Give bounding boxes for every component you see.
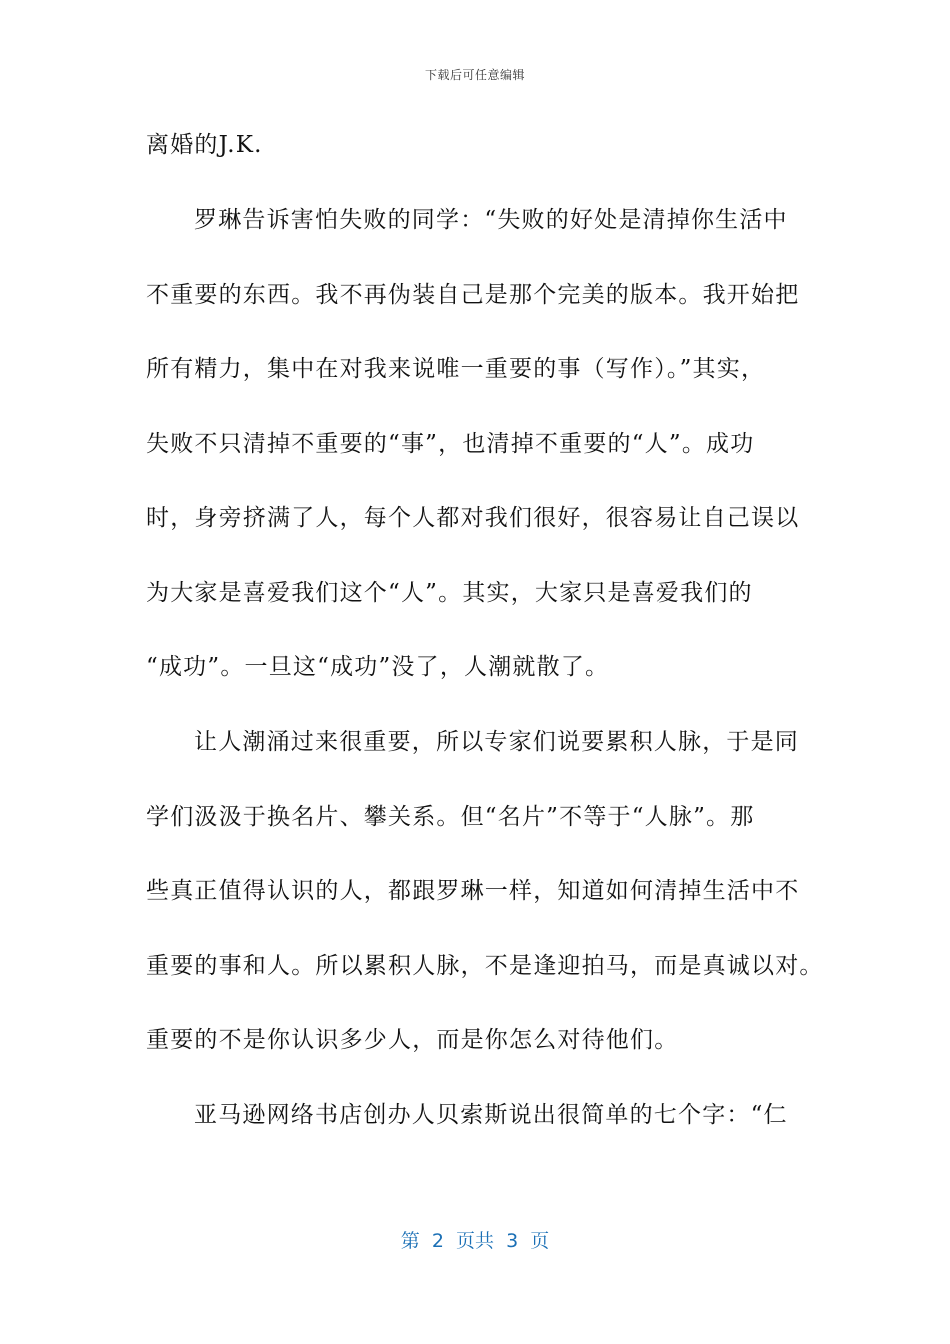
page-header-note: 下载后可任意编辑	[424, 68, 525, 82]
text-line: 离婚的J.K.	[146, 132, 263, 158]
paragraph-first-line: 罗琳告诉害怕失败的同学：“失败的好处是清掉你生活中	[194, 207, 788, 233]
text-line: 重要的不是你认识多少人，而是你怎么对待他们。	[146, 1027, 679, 1053]
text-line: 重要的事和人。所以累积人脉，不是逢迎拍马，而是真诚以对。	[146, 953, 824, 979]
text-line: “成功”。一旦这“成功”没了，人潮就散了。	[146, 654, 610, 680]
text-line: 不重要的东西。我不再伪装自己是那个完美的版本。我开始把	[146, 282, 800, 308]
text-line: 时，身旁挤满了人，每个人都对我们很好，很容易让自己误以	[146, 505, 800, 531]
text-line: 学们汲汲于换名片、攀关系。但“名片”不等于“人脉”。那	[146, 804, 755, 830]
text-line: 为大家是喜爱我们这个“人”。其实，大家只是喜爱我们的	[146, 580, 753, 606]
text-line: 些真正值得认识的人，都跟罗琳一样，知道如何清掉生活中不	[146, 878, 800, 904]
text-line: 所有精力，集中在对我来说唯一重要的事（写作）。”其实，	[146, 356, 766, 382]
text-line: 失败不只清掉不重要的“事”，也清掉不重要的“人”。成功	[146, 431, 755, 457]
page-number-footer: 第 2 页共 3 页	[400, 1230, 550, 1252]
paragraph-first-line: 亚马逊网络书店创办人贝索斯说出很简单的七个字：“仁	[194, 1102, 788, 1128]
paragraph-first-line: 让人潮涌过来很重要，所以专家们说要累积人脉，于是同	[194, 729, 799, 755]
